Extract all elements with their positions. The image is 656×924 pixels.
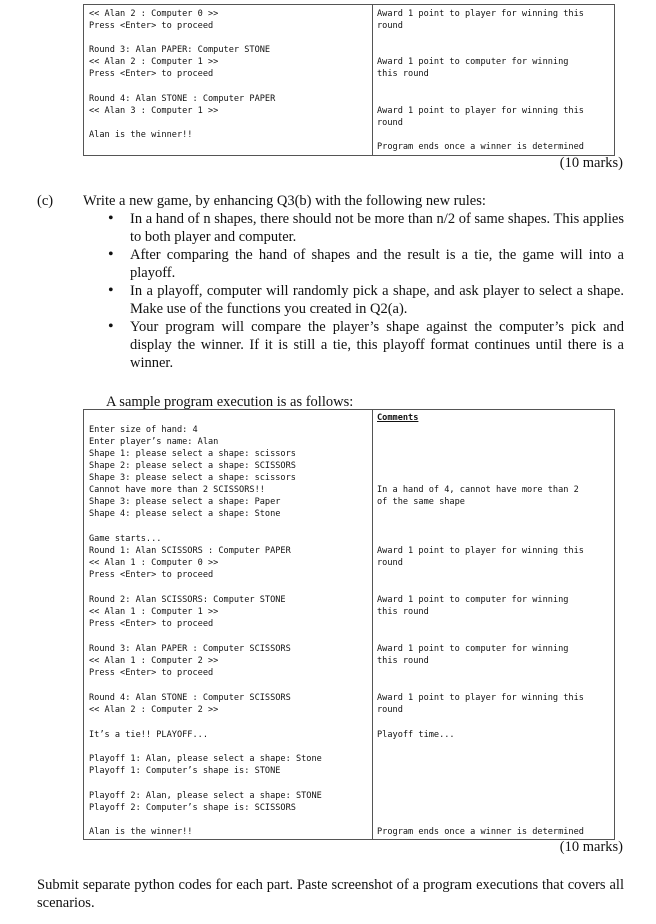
code-cell: Round 2: Alan SCISSORS: Computer STONE << Alan 1 : Computer 1 >> Press <Enter> to proceed [89,595,286,629]
code-cell: It’s a tie!! PLAYOFF... [89,730,208,740]
code-cell: Alan is the winner!! [89,827,193,837]
marks-label: (10 marks) [559,839,623,855]
comment-cell: Award 1 point to player for winning this round [377,9,584,31]
rule-item: • In a playoff, computer will randomly pick a shape, and ask player to select a shape. Make use of the functions you created in Q2(a). [108,282,624,318]
code-cell: Game starts... Round 1: Alan SCISSORS : Computer PAPER << Alan 1 : Computer 0 >> Press <Enter> to proceed [89,534,291,580]
comment-cell: Award 1 point to computer for winning this round [377,595,569,617]
comment-cell: Award 1 point to player for winning this round Program ends once a winner is determined [377,106,584,152]
comment-cell: Program ends once a winner is determined [377,827,584,837]
code-cell: Enter size of hand: 4 Enter player’s name: Alan Shape 1: please select a shape: scissors Shape 2: please select a shape: SCISSORS Shape 3: please select a shape: scissors Cannot have more than 2 SCISSORS!! Shape 3: please select a shape: Paper Shape 4: please select a shape: Stone [89,425,296,519]
comments-header: Comments [377,413,419,423]
comment-cell: Award 1 point to computer for winning this round [377,644,569,666]
comment-cell: In a hand of 4, cannot have more than 2 of the same shape [377,485,579,507]
comment-cell: Award 1 point to computer for winning this round [377,57,569,79]
code-cell: Round 3: Alan PAPER : Computer SCISSORS << Alan 1 : Computer 2 >> Press <Enter> to proceed [89,644,291,678]
submission-instructions: Submit separate python codes for each part. Paste screenshot of a program executions that covers all scenarios. [37,877,624,911]
code-cell: Round 4: Alan STONE : Computer PAPER << Alan 3 : Computer 1 >> Alan is the winner!! [89,94,276,140]
part-intro: Write a new game, by enhancing Q3(b) with the following new rules: [83,193,486,209]
rules-list [108,210,624,372]
rule-item: • Your program will compare the player’s shape against the computer’s pick and display the winner. If it is still a tie, this playoff format continues until there is a winner. [108,318,624,372]
code-cell: Round 3: Alan PAPER: Computer STONE << Alan 2 : Computer 1 >> Press <Enter> to proceed [89,45,271,79]
marks-label: (10 marks) [559,155,623,171]
part-label: (c) [37,193,54,209]
code-cell: << Alan 2 : Computer 0 >> Press <Enter> to proceed [89,9,219,31]
code-cell: Playoff 1: Alan, please select a shape: Stone Playoff 1: Computer’s shape is: STONE [89,754,322,776]
code-cell: Playoff 2: Alan, please select a shape: STONE Playoff 2: Computer’s shape is: SCISSORS [89,791,322,813]
comment-cell: Playoff time... [377,730,455,740]
sample-intro: A sample program execution is as follows: [106,394,354,410]
table-divider [372,5,373,155]
table-divider [372,410,373,839]
rule-item: • After comparing the hand of shapes and the result is a tie, the game will into a playoff. [108,246,624,282]
comment-cell: Award 1 point to player for winning this round [377,693,584,715]
code-cell: Round 4: Alan STONE : Computer SCISSORS << Alan 2 : Computer 2 >> [89,693,291,715]
comment-cell: Award 1 point to player for winning this round [377,546,584,568]
rule-item: • In a hand of n shapes, there should not be more than n/2 of same shapes. This applies to both player and computer. [108,210,624,246]
